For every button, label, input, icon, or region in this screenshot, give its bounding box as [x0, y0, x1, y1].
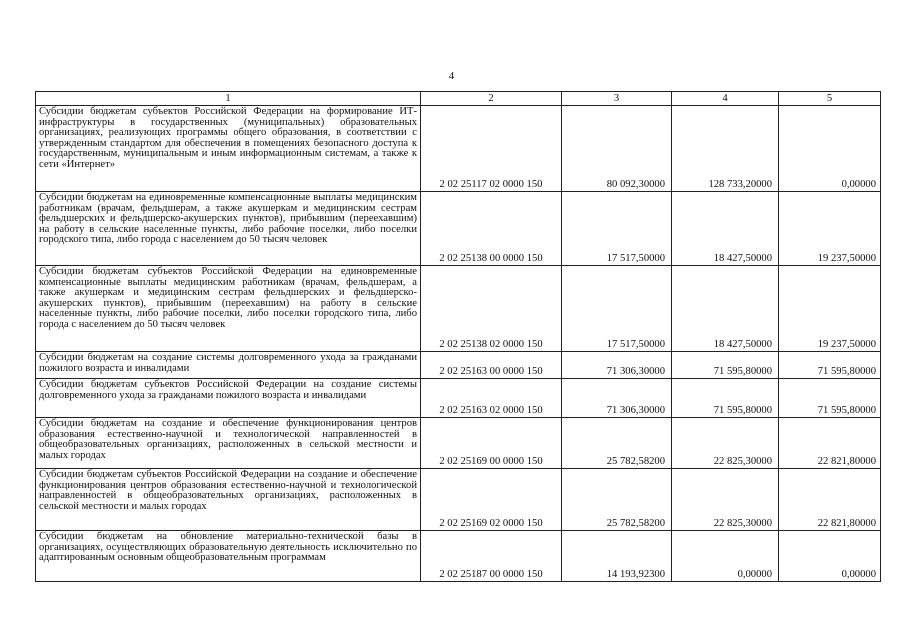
row-value-col5: 19 237,50000 — [779, 192, 881, 266]
row-value-col5: 0,00000 — [779, 106, 881, 192]
row-code: 2 02 25163 02 0000 150 — [421, 379, 562, 418]
table-row — [36, 352, 881, 379]
row-code: 2 02 25169 02 0000 150 — [421, 469, 562, 531]
row-value-col3: 25 782,58200 — [562, 418, 672, 469]
page-number: 4 — [448, 70, 455, 82]
row-value-col4: 18 427,50000 — [672, 266, 779, 352]
table-row — [36, 469, 881, 531]
table-row — [36, 266, 881, 352]
row-code: 2 02 25117 02 0000 150 — [421, 106, 562, 192]
row-value-col4: 22 825,30000 — [672, 418, 779, 469]
row-name: Субсидии бюджетам на создание и обеспечение функционирования центров образования естественно-научной и технологической направленностей в общеобразовательных организациях, расположенных в сельской местности и малых городах — [36, 418, 421, 469]
row-name: Субсидии бюджетам на создание системы долговременного ухода за гражданами пожилого возраста и инвалидами — [36, 352, 421, 379]
row-code: 2 02 25169 00 0000 150 — [421, 418, 562, 469]
table-row — [36, 531, 881, 582]
row-value-col3: 71 306,30000 — [562, 379, 672, 418]
row-name: Субсидии бюджетам субъектов Российской Федерации на создание системы долговременного ухода за гражданами пожилого возраста и инвалидами — [36, 379, 421, 418]
budget-revenue-table — [35, 91, 881, 582]
row-value-col4: 71 595,80000 — [672, 379, 779, 418]
column-header-5: 5 — [779, 92, 881, 106]
column-header-2: 2 — [421, 92, 562, 106]
column-header-3: 3 — [562, 92, 672, 106]
row-name: Субсидии бюджетам субъектов Российской Федерации на создание и обеспечение функционирования центров образования естественно-научной и технологической направленностей в общеобразовательных организациях, расположенных в сельской местности и малых городах — [36, 469, 421, 531]
row-code: 2 02 25138 00 0000 150 — [421, 192, 562, 266]
row-code: 2 02 25187 00 0000 150 — [421, 531, 562, 582]
row-value-col3: 80 092,30000 — [562, 106, 672, 192]
row-value-col4: 18 427,50000 — [672, 192, 779, 266]
row-code: 2 02 25163 00 0000 150 — [421, 352, 562, 379]
row-name: Субсидии бюджетам на единовременные компенсационные выплаты медицинским работникам (врачам, фельдшерам, а также акушеркам и медицинским сестрам фельдшерских и фельдшерско-акушерских пунктов), прибывшим (переехавшим) на работу в сельские населенные пункты, либо рабочие поселки, либо поселки городского типа, либо города с населением до 50 тысяч человек — [36, 192, 421, 266]
row-value-col3: 17 517,50000 — [562, 192, 672, 266]
row-code: 2 02 25138 02 0000 150 — [421, 266, 562, 352]
row-value-col4: 22 825,30000 — [672, 469, 779, 531]
row-value-col5: 22 821,80000 — [779, 469, 881, 531]
table-row — [36, 192, 881, 266]
row-value-col4: 71 595,80000 — [672, 352, 779, 379]
table-header-row — [36, 92, 881, 106]
row-value-col5: 71 595,80000 — [779, 352, 881, 379]
row-value-col5: 22 821,80000 — [779, 418, 881, 469]
column-header-1: 1 — [36, 92, 421, 106]
row-value-col5: 19 237,50000 — [779, 266, 881, 352]
row-value-col5: 71 595,80000 — [779, 379, 881, 418]
row-value-col5: 0,00000 — [779, 531, 881, 582]
row-name: Субсидии бюджетам на обновление материально-технической базы в организациях, осуществляющих образовательную деятельность исключительно по адаптированным основным общеобразовательным программам — [36, 531, 421, 582]
column-header-4: 4 — [672, 92, 779, 106]
row-name: Субсидии бюджетам субъектов Российской Федерации на формирование ИТ-инфраструктуры в государственных (муниципальных) образовательных организациях, реализующих программы общего образования, в соответствии с утвержденным стандартом для обеспечения в помещениях безопасного доступа к государственным, муниципальным и иным информационным системам, а также к сети «Интернет» — [36, 106, 421, 192]
row-name: Субсидии бюджетам субъектов Российской Федерации на единовременные компенсационные выплаты медицинским работникам (врачам, фельдшерам, а также акушеркам и медицинским сестрам фельдшерских и фельдшерско-акушерских пунктов), прибывшим (переехавшим) на работу в сельские населенные пункты, либо рабочие поселки, либо поселки городского типа, либо города с населением до 50 тысяч человек — [36, 266, 421, 352]
table-row — [36, 418, 881, 469]
table-row — [36, 379, 881, 418]
row-value-col3: 14 193,92300 — [562, 531, 672, 582]
row-value-col4: 0,00000 — [672, 531, 779, 582]
row-value-col3: 71 306,30000 — [562, 352, 672, 379]
table-row — [36, 106, 881, 192]
row-value-col4: 128 733,20000 — [672, 106, 779, 192]
row-value-col3: 25 782,58200 — [562, 469, 672, 531]
row-value-col3: 17 517,50000 — [562, 266, 672, 352]
